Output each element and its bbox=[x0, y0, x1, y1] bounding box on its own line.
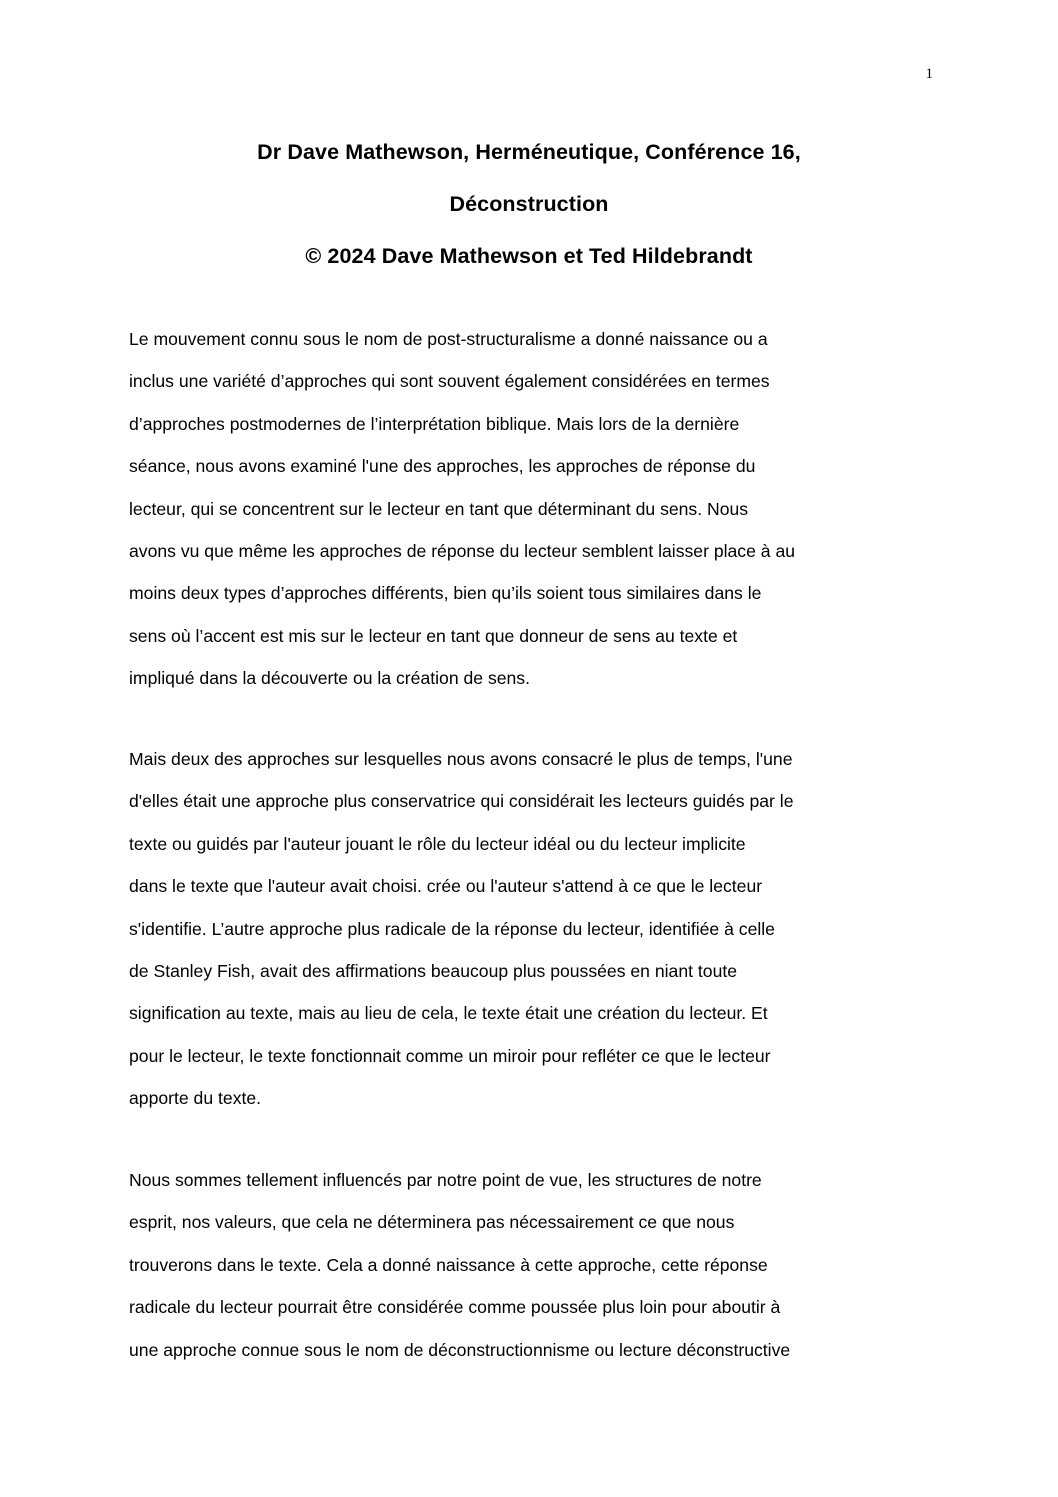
paragraph-line: séance, nous avons examiné l'une des approches, les approches de réponse du bbox=[129, 456, 756, 477]
paragraph-line: de Stanley Fish, avait des affirmations beaucoup plus poussées en niant toute bbox=[129, 961, 738, 982]
paragraph-line: d'elles était une approche plus conservatrice qui considérait les lecteurs guidés par le bbox=[129, 791, 794, 812]
paragraph-line: Mais deux des approches sur lesquelles nous avons consacré le plus de temps, l'une bbox=[129, 749, 793, 769]
paragraph-line: une approche connue sous le nom de déconstructionnisme ou lecture déconstructive bbox=[129, 1339, 791, 1360]
paragraph-line: moins deux types d’approches différents, bien qu’ils soient tous similaires dans le bbox=[129, 583, 762, 604]
page-number: 1 bbox=[925, 66, 933, 82]
paragraph-line: Nous sommes tellement influencés par notre point de vue, les structures de notre bbox=[129, 1170, 762, 1190]
paragraph-line: radicale du lecteur pourrait être considérée comme poussée plus loin pour aboutir à bbox=[129, 1297, 781, 1318]
paragraph-line: signification au texte, mais au lieu de cela, le texte était une création du lecteur. Et bbox=[129, 1003, 768, 1024]
paragraph-line: lecteur, qui se concentrent sur le lecteur en tant que déterminant du sens. Nous bbox=[129, 498, 749, 519]
paragraph-line: trouverons dans le texte. Cela a donné naissance à cette approche, cette réponse bbox=[129, 1254, 768, 1275]
paragraph-line: impliqué dans la découverte ou la création de sens. bbox=[129, 668, 530, 689]
paragraph-line: inclus une variété d’approches qui sont souvent également considérées en termes bbox=[129, 371, 770, 392]
paragraph-1 bbox=[129, 318, 929, 700]
paragraph-3 bbox=[129, 1159, 929, 1371]
paragraph-line: dans le texte que l'auteur avait choisi. crée ou l'auteur s'attend à ce que le lecteur bbox=[129, 876, 763, 897]
paragraph-line: s'identifie. L’autre approche plus radicale de la réponse du lecteur, identifiée à celle bbox=[129, 918, 775, 939]
paragraph-line: d’approches postmodernes de l’interprétation biblique. Mais lors de la dernière bbox=[129, 413, 740, 434]
paragraph-line: sens où l’accent est mis sur le lecteur en tant que donneur de sens au texte et bbox=[129, 625, 738, 646]
document-title bbox=[0, 126, 1058, 282]
title-line-3: © 2024 Dave Mathewson et Ted Hildebrandt bbox=[305, 244, 753, 268]
paragraph-line: texte ou guidés par l'auteur jouant le rôle du lecteur idéal ou du lecteur implicite bbox=[129, 833, 746, 854]
paragraph-line: pour le lecteur, le texte fonctionnait comme un miroir pour refléter ce que le lecteur bbox=[129, 1045, 771, 1066]
paragraph-2 bbox=[129, 738, 929, 1120]
title-line-2: Déconstruction bbox=[449, 192, 609, 216]
title-line-1: Dr Dave Mathewson, Herméneutique, Conférence 16, bbox=[257, 140, 801, 164]
paragraph-line: Le mouvement connu sous le nom de post-structuralisme a donné naissance ou a bbox=[129, 329, 768, 349]
paragraph-line: avons vu que même les approches de réponse du lecteur semblent laisser place à au bbox=[129, 541, 796, 562]
paragraph-line: apporte du texte. bbox=[129, 1088, 262, 1109]
paragraph-line: esprit, nos valeurs, que cela ne déterminera pas nécessairement ce que nous bbox=[129, 1212, 735, 1233]
